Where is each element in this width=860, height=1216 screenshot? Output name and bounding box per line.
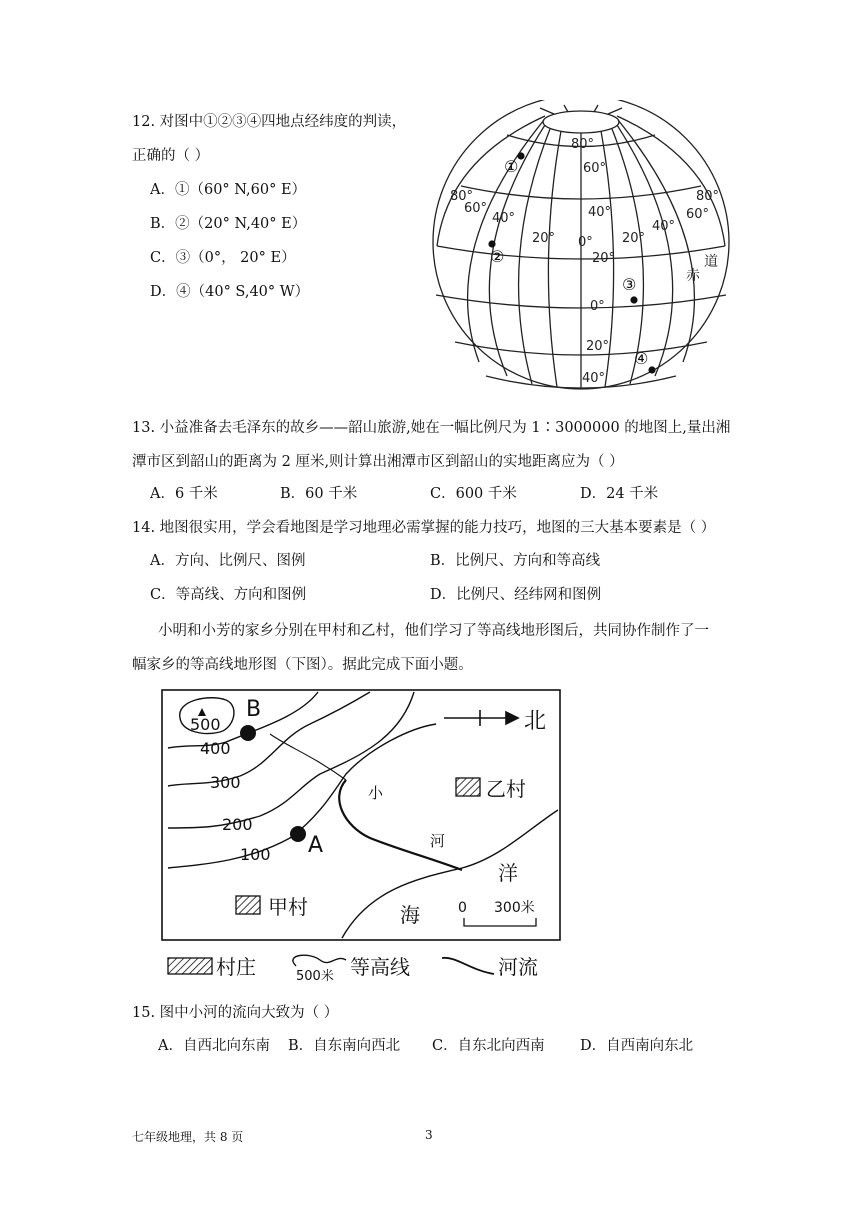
equator-char-1: 赤 [686,268,700,284]
legend-contour-symbol [293,955,346,966]
legend-river-symbol [442,958,494,974]
map-legend [160,946,560,988]
intro-line1: 小明和小芳的家乡分别在甲村和乙村，他们学习了等高线地形图后，共同协作制作了一 [158,623,709,639]
q12-option-b: B．②（20° N,40° E） [150,216,307,232]
q15-option-a: A．自西北向东南 [158,1038,270,1054]
q15-option-b: B．自东南向西北 [288,1038,401,1054]
lat-label-0: 0° [590,299,605,314]
q12-stem-line1: 12. 对图中①②③④四地点经纬度的判读， [132,114,407,130]
lon-label-40w: 40° [492,211,516,226]
lat-label-60: 60° [583,161,607,176]
lon-label-40e: 40° [652,219,676,234]
point-a-label: A [308,833,324,858]
q13-stem-line2: 潭市区到韶山的距离为 2 厘米,则计算出湘潭市区到韶山的实地距离应为（ ） [132,454,624,470]
lon-label-80e: 80° [696,189,720,204]
footer-course: 七年级地理，共 8 页 [132,1130,244,1144]
sea-char-2: 海 [400,903,420,927]
sea-char-1: 洋 [498,861,518,885]
lon-label-0: 0° [578,235,593,250]
globe-point-1-label: ① [504,157,519,176]
village-jia-label: 甲村 [268,895,308,919]
q14-option-a: A．方向、比例尺、图例 [150,553,306,569]
q12-option-c: C．③（0°， 20° E） [150,250,296,266]
contour-label-100: 100 [240,845,271,864]
contour-map [160,688,564,944]
q13-option-b: B．60 千米 [280,486,358,502]
contour-label-400: 400 [200,739,231,758]
q13-option-c: C．600 千米 [430,486,517,502]
legend-village-label: 村庄 [216,955,256,979]
lat-label-40: 40° [588,205,612,220]
footer-page-number: 3 [425,1128,433,1142]
legend-river-label: 河流 [498,955,538,979]
lon-label-20e: 20° [622,231,646,246]
lon-label-60w: 60° [464,201,488,216]
q13-stem-line1: 13. 小益准备去毛泽东的故乡——韶山旅游,她在一幅比例尺为 1∶3000000 的地图上,量出湘 [132,420,731,436]
contour-label-500: 500 [190,715,221,734]
q14-option-b: B．比例尺、方向和等高线 [430,553,601,569]
lon-label-60e: 60° [686,207,710,222]
intro-line2: 幅家乡的等高线地形图（下图）。据此完成下面小题。 [132,657,473,673]
scale-zero: 0 [458,900,467,916]
equator-char-2: 道 [704,254,718,270]
globe-graticule [428,100,738,400]
globe-point-3-label: ③ [622,275,637,294]
river-char-1: 小 [368,784,384,802]
q13-option-d: D．24 千米 [580,486,659,502]
point-b-dot [240,725,256,741]
globe-point-4 [648,366,655,373]
point-a-dot [290,826,306,842]
scale-length: 300米 [494,900,535,916]
q13-option-a: A．6 千米 [150,486,218,502]
globe-point-4-label: ④ [634,349,649,368]
village-yi-label: 乙村 [486,777,526,801]
legend-contour-value: 500米 [296,969,334,984]
north-label: 北 [524,709,547,734]
q15-stem: 15. 图中小河的流向大致为（ ） [132,1005,339,1021]
contour-label-300: 300 [210,773,241,792]
q14-option-c: C．等高线、方向和图例 [150,587,307,603]
q12-option-d: D．④（40° S,40° W） [150,284,310,300]
village-jia-symbol [236,896,260,914]
q14-option-d: D．比例尺、经纬网和图例 [430,587,602,603]
q15-option-c: C．自东北向西南 [432,1038,545,1054]
lon-label-20w: 20° [532,231,556,246]
village-yi-symbol [456,778,480,796]
q14-stem: 14. 地图很实用，学会看地图是学习地理必需掌握的能力技巧，地图的三大基本要素是（ ） [132,520,716,536]
globe-point-3 [630,296,637,303]
q15-option-d: D．自西南向东北 [580,1038,694,1054]
river-char-2: 河 [430,832,446,850]
lat-label-40s: 40° [582,371,606,386]
lat-label-20n: 20° [592,251,616,266]
q12-option-a: A．①（60° N,60° E） [150,182,307,198]
lat-label-80: 80° [571,137,595,152]
globe-point-1 [517,152,524,159]
contour-label-200: 200 [222,815,253,834]
lon-label-80w: 80° [450,189,474,204]
q12-stem-line2: 正确的（ ） [132,148,210,164]
lat-label-20s: 20° [586,339,610,354]
globe-point-2-label: ② [490,247,505,266]
legend-village-symbol [168,958,212,974]
legend-contour-label: 等高线 [350,955,410,979]
point-b-label: B [246,697,262,722]
